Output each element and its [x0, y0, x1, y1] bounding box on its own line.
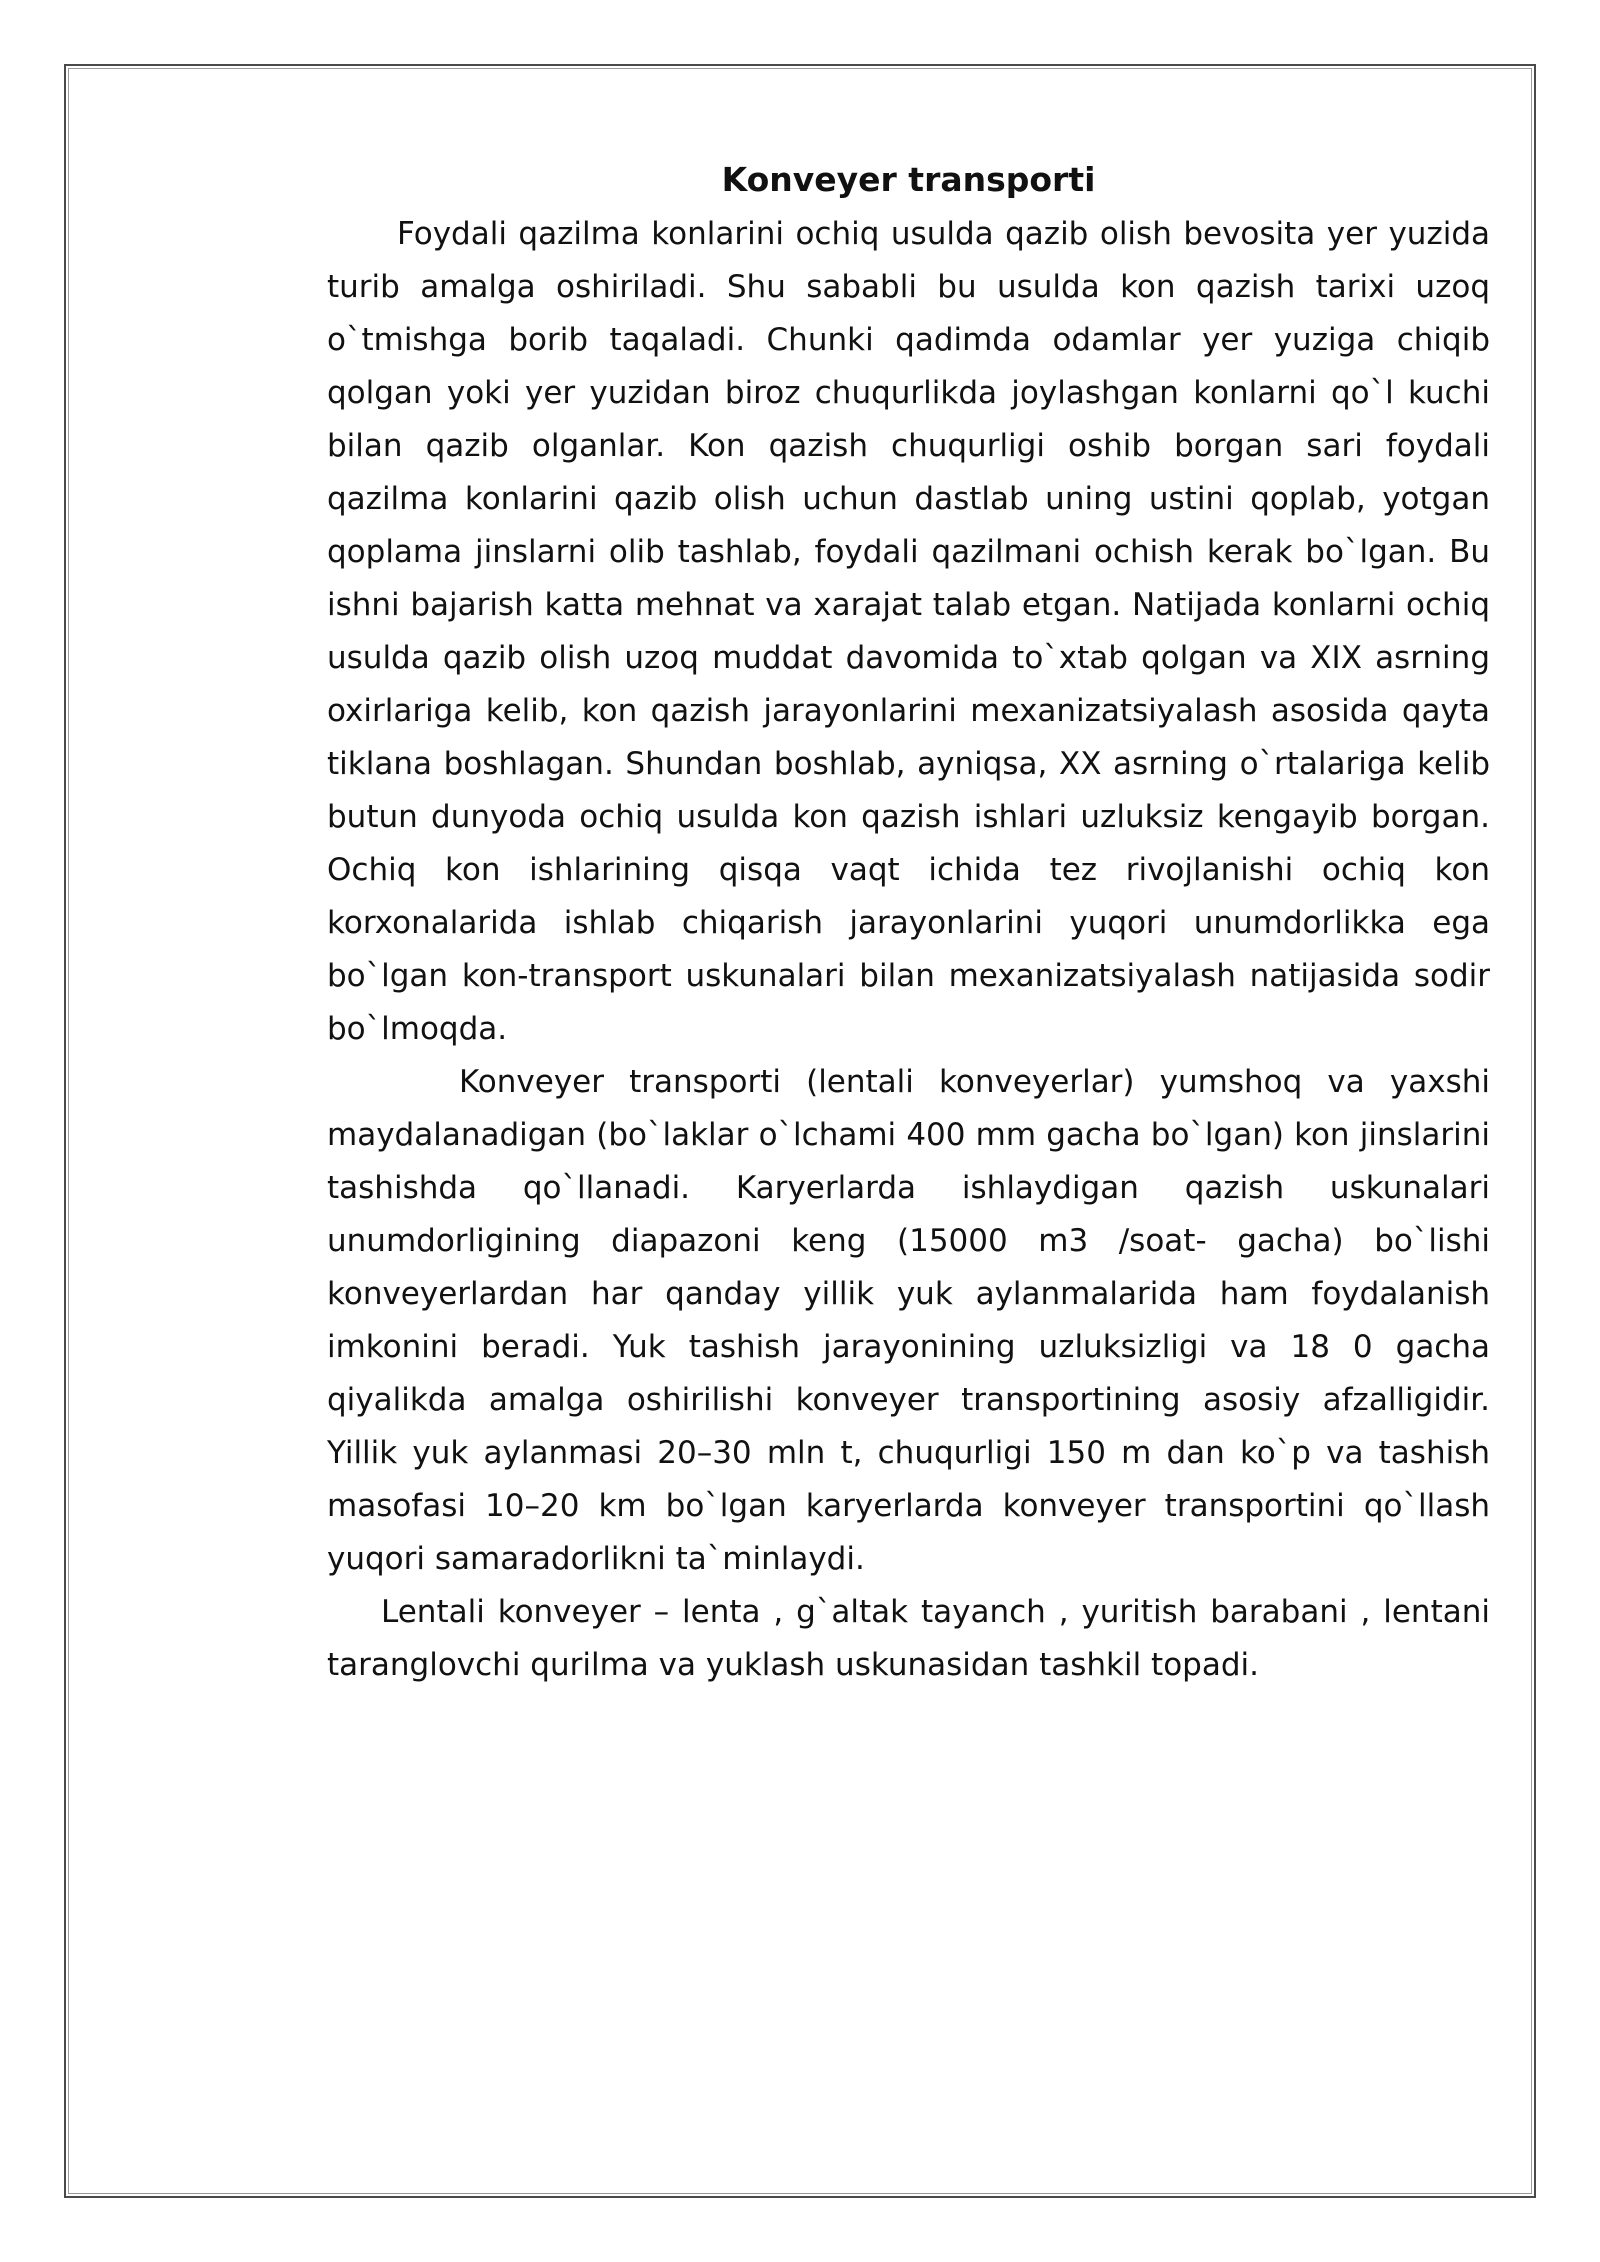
document-body	[327, 152, 1490, 1692]
paragraph-3: Lentali konveyer – lenta , g`altak tayanch , yuritish barabani , lentani taranglovchi qurilma va yuklash uskunasidan tashkil topadi.	[327, 1594, 1490, 1683]
paragraph-1: Foydali qazilma konlarini ochiq usulda qazib olish bevosita yer yuzida turib amalga oshiriladi. Shu sababli bu usulda kon qazish tarixi uzoq o`tmishga borib taqaladi. Chunki qadimda odamlar yer yuziga chiqib qolgan yoki yer yuzidan biroz chuqurlikda joylashgan konlarni qo`l kuchi bilan qazib olganlar. Kon qazish chuqurligi oshib borgan sari foydali qazilma konlarini qazib olish uchun dastlab uning ustini qoplab, yotgan qoplama jinslarni olib tashlab, foydali qazilmani ochish kerak bo`lgan. Bu ishni bajarish katta mehnat va xarajat talab etgan. Natijada konlarni ochiq usulda qazib olish uzoq muddat davomida to`xtab qolgan va XIX asrning oxirlariga kelib, kon qazish jarayonlarini mexanizatsiyalash asosida qayta tiklana boshlagan. Shundan boshlab, ayniqsa, XX asrning o`rtalariga kelib butun dunyoda ochiq usulda kon qazish ishlari uzluksiz kengayib borgan. Ochiq kon ishlarining qisqa vaqt ichida tez rivojlanishi ochiq kon korxonalarida ishlab chiqarish jarayonlarini yuqori unumdorlikka ega bo`lgan kon-transport uskunalari bilan mexanizatsiyalash natijasida sodir bo`lmoqda.	[327, 216, 1490, 1047]
document-title: Konveyer transporti	[721, 160, 1096, 199]
paragraph-2: Konveyer transporti (lentali konveyerlar) yumshoq va yaxshi maydalanadigan (bo`laklar o`lchami 400 mm gacha bo`lgan) kon jinslarini tashishda qo`llanadi. Karyerlarda ishlaydigan qazish uskunalari unumdorligining diapazoni keng (15000 m3 /soat- gacha) bo`lishi konveyerlardan har qanday yillik yuk aylanmalarida ham foydalanish imkonini beradi. Yuk tashish jarayonining uzluksizligi va 18 0 gacha qiyalikda amalga oshirilishi konveyer transportining asosiy afzalligidir. Yillik yuk aylanmasi 20–30 mln t, chuqurligi 150 m dan ko`p va tashish masofasi 10–20 km bo`lgan karyerlarda konveyer transportini qo`llash yuqori samaradorlikni ta`minlaydi.	[327, 1064, 1490, 1577]
